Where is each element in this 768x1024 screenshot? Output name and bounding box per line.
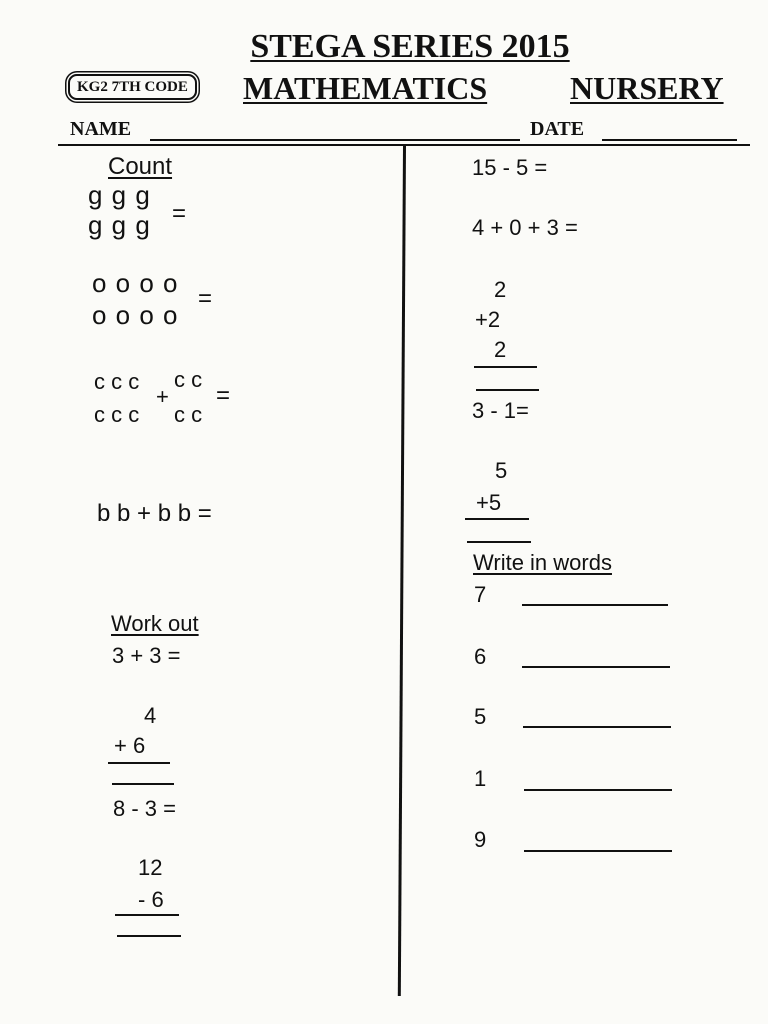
date-blank[interactable] (602, 139, 737, 141)
word-item-5: 5 (474, 704, 487, 729)
c-plus: + (156, 384, 169, 409)
workout-q4-line-1 (115, 914, 179, 916)
right-q4: 3 - 1= (472, 398, 529, 423)
workout-q1: 3 + 3 = (112, 643, 181, 668)
o-row-2: o o o o (92, 300, 179, 330)
worksheet-title: STEGA SERIES 2015 (250, 28, 570, 65)
workout-q2-line-1 (108, 762, 170, 764)
word-item-1: 1 (474, 766, 487, 791)
right-q3-line-1 (474, 366, 537, 368)
right-q5-line-1 (465, 518, 529, 520)
word-blank-9[interactable] (524, 850, 672, 852)
g-row-1: g g g (88, 180, 151, 210)
workout-heading: Work out (111, 611, 199, 636)
right-q3-a: 2 (494, 277, 507, 302)
name-label: NAME (70, 118, 132, 140)
workout-q2-answer-line[interactable] (112, 783, 174, 785)
word-item-9: 9 (474, 827, 487, 852)
o-row-1: o o o o (92, 268, 179, 298)
c-equals: = (216, 382, 231, 409)
right-q3-c: 2 (494, 337, 507, 362)
right-q3-answer-line[interactable] (476, 389, 539, 391)
word-blank-6[interactable] (522, 666, 670, 668)
workout-q2-top: 4 (144, 703, 157, 728)
word-blank-1[interactable] (524, 789, 672, 791)
subject-title: MATHEMATICS (243, 70, 488, 106)
code-badge: KG2 7TH CODE (68, 74, 197, 100)
g-equals: = (172, 200, 187, 227)
workout-q4-top: 12 (138, 855, 163, 880)
right-q2: 4 + 0 + 3 = (472, 215, 578, 240)
right-q1: 15 - 5 = (472, 155, 548, 180)
right-q5-top: 5 (495, 458, 508, 483)
c-row-2-right: c c (174, 402, 203, 427)
date-label: DATE (530, 118, 585, 140)
count-heading: Count (108, 153, 173, 180)
level-title: NURSERY (570, 70, 724, 106)
words-heading: Write in words (473, 550, 612, 575)
c-row-2-left: c c c (94, 402, 140, 427)
c-row-1-left: c c c (94, 369, 140, 394)
o-equals: = (198, 285, 213, 312)
right-q3-b: +2 (475, 307, 501, 332)
word-item-7: 7 (474, 582, 487, 607)
workout-q3: 8 - 3 = (113, 796, 176, 821)
word-blank-5[interactable] (523, 726, 671, 728)
workout-q4-answer-line[interactable] (117, 935, 181, 937)
g-row-2: g g g (88, 210, 151, 240)
c-row-1-right: c c (174, 367, 203, 392)
word-blank-7[interactable] (522, 604, 668, 606)
word-item-6: 6 (474, 644, 487, 669)
bb-expression: b b + b b = (97, 500, 212, 527)
workout-q4-bottom: - 6 (138, 887, 164, 912)
workout-q2-bottom: + 6 (114, 733, 146, 758)
name-blank[interactable] (150, 139, 520, 141)
column-divider (398, 146, 406, 996)
right-q5-bottom: +5 (476, 490, 502, 515)
right-q5-answer-line[interactable] (467, 541, 531, 543)
